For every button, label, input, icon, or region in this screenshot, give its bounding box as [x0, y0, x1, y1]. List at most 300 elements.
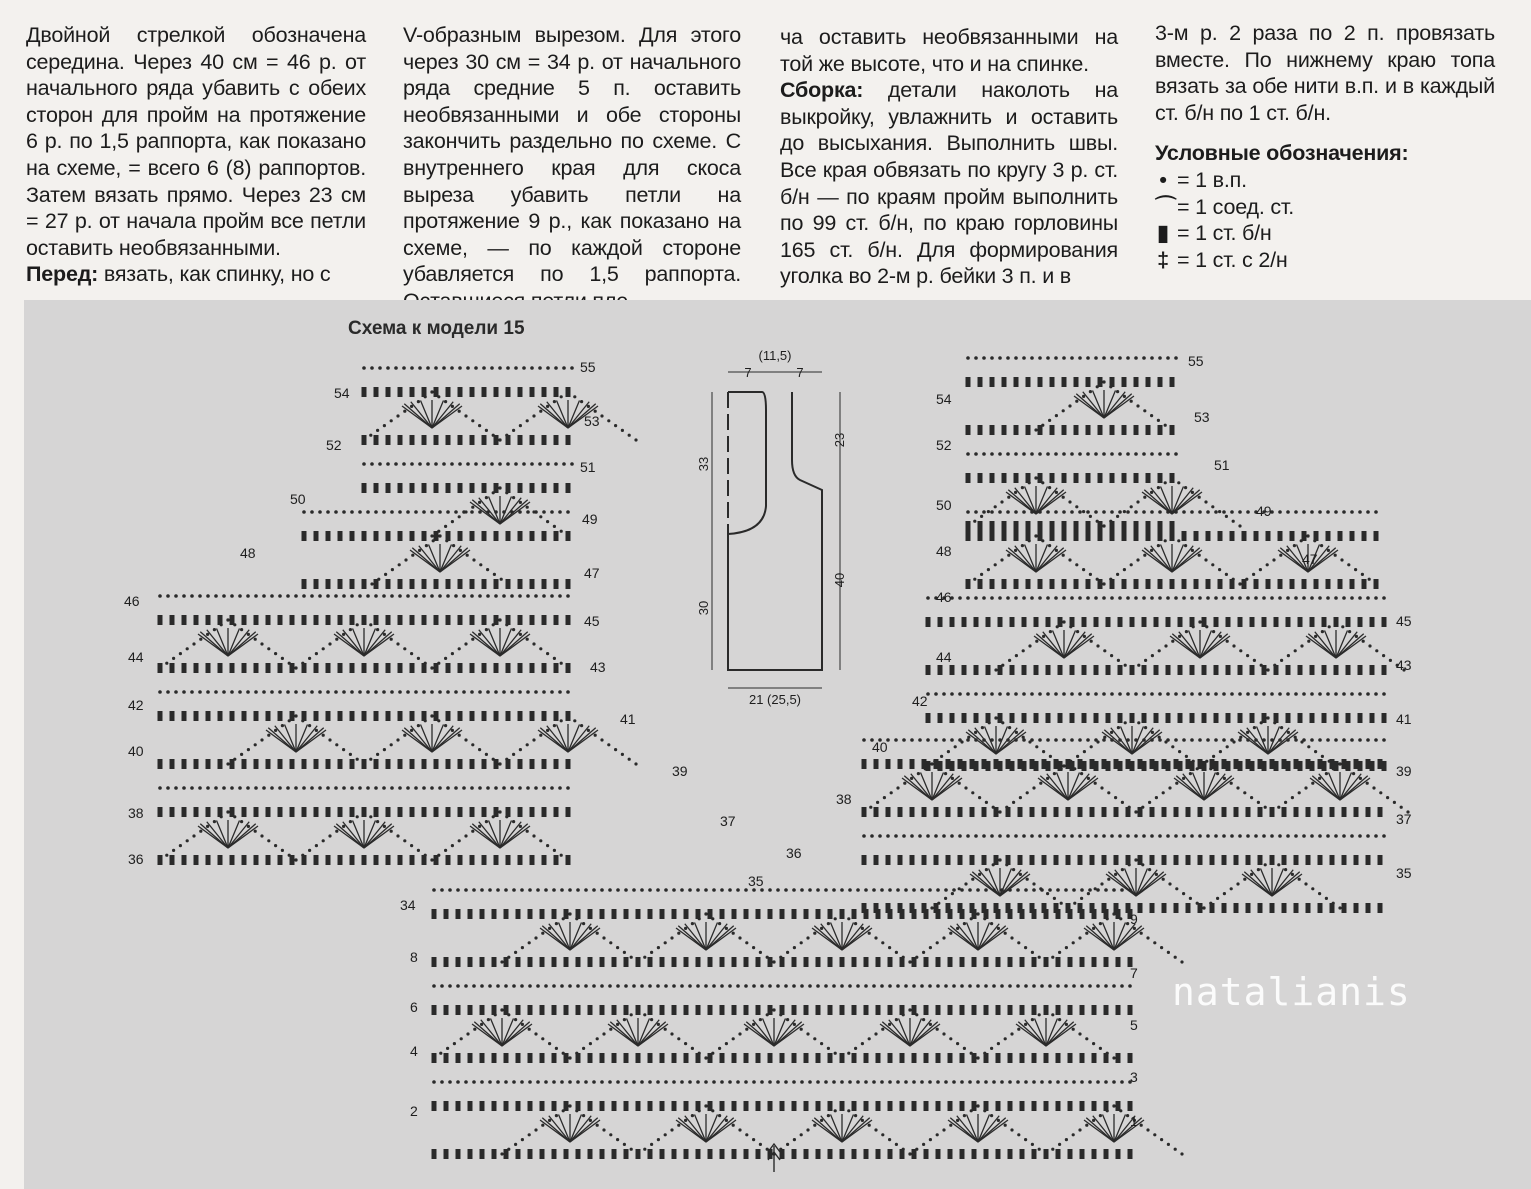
chain-stitch	[881, 1133, 884, 1136]
sc-stitch	[1274, 665, 1279, 675]
chain-stitch	[500, 960, 503, 963]
paragraph-text: Двойной стрелкой обозначена середина. Через 40 см = 46 р. от начального ряда убавить с обеих сторон для пройм на протяжение 6 р. по 1,5 раппорта, как показано на схеме, = всего 6 (8) раппортов. Затем вязать прямо. Через 23 см = 27 р. от начала пройм все петли оставить необвязанными.	[26, 23, 366, 260]
chain-stitch	[982, 596, 986, 600]
chain-stitch	[1254, 834, 1258, 838]
chain-stitch	[1162, 878, 1165, 881]
sc-stitch	[422, 615, 427, 625]
dimension-label: 7	[744, 365, 752, 380]
sc-stitch	[948, 909, 953, 919]
chain-stitch	[930, 762, 933, 765]
chain-stitch	[566, 714, 569, 717]
sc-stitch	[456, 1005, 461, 1015]
dc-stitch	[1036, 634, 1064, 658]
chain-stitch	[448, 1080, 452, 1084]
sc-stitch	[290, 711, 295, 721]
sc-stitch	[362, 711, 367, 721]
sc-stitch	[1046, 665, 1051, 675]
text-column-4-body	[1155, 20, 1495, 126]
row-number: 46	[936, 589, 952, 605]
sc-stitch	[660, 909, 665, 919]
sc-stitch	[554, 855, 559, 865]
chain-stitch	[519, 633, 522, 636]
dimension-label: (11,5)	[758, 348, 792, 363]
legend-label: = 1 в.п.	[1177, 167, 1247, 192]
sc-stitch	[576, 957, 581, 967]
row-number: 52	[936, 437, 952, 453]
sc-stitch	[1090, 807, 1095, 817]
sc-stitch	[432, 957, 437, 967]
chain-stitch	[1086, 692, 1090, 696]
chain-stitch	[704, 1080, 708, 1084]
chain-stitch	[1112, 1104, 1115, 1107]
sc-stitch	[458, 579, 463, 589]
chain-stitch	[1150, 491, 1153, 494]
chain-stitch	[1238, 510, 1242, 514]
sc-stitch	[1190, 665, 1195, 675]
sc-stitch	[1346, 617, 1351, 627]
chain-stitch	[1252, 573, 1255, 576]
chain-stitch	[318, 690, 322, 694]
chain-stitch	[526, 506, 529, 509]
chain-stitch	[1190, 834, 1194, 838]
sc-stitch	[1134, 425, 1139, 435]
chain-stitch	[1075, 400, 1078, 403]
sc-stitch	[398, 531, 403, 541]
chain-stitch	[398, 690, 402, 694]
sc-stitch	[780, 909, 785, 919]
chain-stitch	[1038, 510, 1042, 514]
chain-stitch	[982, 356, 986, 360]
sc-stitch	[946, 759, 951, 769]
sc-stitch	[540, 909, 545, 919]
chain-stitch	[562, 462, 566, 466]
chain-stitch	[1024, 1080, 1028, 1084]
chain-stitch	[880, 984, 884, 988]
chain-stitch	[480, 1080, 484, 1084]
chain-stitch	[1110, 692, 1114, 696]
chain-stitch	[1078, 596, 1082, 600]
chain-stitch	[760, 1080, 764, 1084]
sc-stitch	[910, 855, 915, 865]
sc-stitch	[230, 855, 235, 865]
sc-stitch	[792, 1101, 797, 1111]
sc-stitch	[1058, 665, 1063, 675]
chain-stitch	[1174, 692, 1178, 696]
sc-stitch	[994, 807, 999, 817]
chain-stitch	[1158, 452, 1162, 456]
chain-stitch	[1072, 1133, 1075, 1136]
chain-stitch	[1314, 750, 1317, 753]
chain-stitch	[1058, 1018, 1061, 1021]
chain-stitch	[1104, 1080, 1108, 1084]
chain-stitch	[1278, 692, 1282, 696]
chain-stitch	[664, 1028, 667, 1031]
chain-stitch	[643, 1013, 646, 1016]
chain-stitch	[1038, 356, 1042, 360]
chain-stitch	[439, 1052, 442, 1055]
chain-stitch	[994, 563, 997, 566]
sc-stitch	[566, 531, 571, 541]
chain-stitch	[1034, 476, 1037, 479]
chain-stitch	[1294, 738, 1298, 742]
chain-stitch	[1182, 834, 1186, 838]
sc-stitch	[1198, 903, 1203, 913]
chain-stitch	[1038, 834, 1042, 838]
chain-stitch	[165, 854, 168, 857]
chain-stitch	[1070, 834, 1074, 838]
sc-stitch	[1078, 855, 1083, 865]
sc-stitch	[552, 1005, 557, 1015]
sc-stitch	[974, 713, 979, 723]
chain-stitch	[1070, 452, 1074, 456]
chain-stitch	[456, 1080, 460, 1084]
sc-stitch	[804, 1101, 809, 1111]
sc-stitch	[1110, 425, 1115, 435]
chain-stitch	[998, 510, 1002, 514]
chain-stitch	[1382, 596, 1386, 600]
chain-stitch	[548, 1119, 551, 1122]
chain-stitch	[1218, 568, 1221, 571]
chain-stitch	[793, 1023, 796, 1026]
sc-stitch	[648, 1005, 653, 1015]
sc-stitch	[1262, 617, 1267, 627]
sc-stitch	[1182, 531, 1187, 541]
chain-stitch	[650, 1143, 653, 1146]
chain-stitch	[904, 888, 908, 892]
chain-stitch	[1128, 888, 1132, 892]
sc-stitch	[962, 713, 967, 723]
sc-stitch	[494, 711, 499, 721]
sc-stitch	[1286, 713, 1291, 723]
sc-stitch	[1114, 855, 1119, 865]
chain-stitch	[1060, 767, 1063, 770]
chain-stitch	[478, 786, 482, 790]
chain-stitch	[369, 815, 372, 818]
sc-stitch	[410, 435, 415, 445]
chain-stitch	[956, 927, 959, 930]
sc-stitch	[1286, 665, 1291, 675]
chain-stitch	[1134, 692, 1138, 696]
chain-stitch	[1191, 549, 1194, 552]
chain-stitch	[712, 984, 716, 988]
chain-stitch	[454, 594, 458, 598]
sc-stitch	[1046, 617, 1051, 627]
sc-stitch	[720, 1053, 725, 1063]
sc-stitch	[1056, 1053, 1061, 1063]
chain-stitch	[990, 356, 994, 360]
sc-stitch	[1278, 579, 1283, 589]
sc-stitch	[314, 711, 319, 721]
sc-stitch	[864, 1101, 869, 1111]
chain-stitch	[437, 395, 440, 398]
chain-stitch	[302, 786, 306, 790]
chain-stitch	[1350, 596, 1354, 600]
sc-stitch	[948, 1005, 953, 1015]
chain-stitch	[1272, 558, 1275, 561]
chain-stitch	[600, 738, 603, 741]
row-number: 53	[1194, 409, 1210, 425]
sc-stitch	[554, 711, 559, 721]
chain-stitch	[1198, 554, 1201, 557]
chain-stitch	[670, 936, 673, 939]
sc-stitch	[732, 1101, 737, 1111]
chain-stitch	[1062, 409, 1065, 412]
chain-stitch	[458, 734, 461, 737]
chain-stitch	[568, 912, 571, 915]
sc-stitch	[266, 807, 271, 817]
chain-stitch	[281, 724, 284, 727]
sc-stitch	[1366, 903, 1371, 913]
chain-stitch	[896, 786, 899, 789]
chain-stitch	[1030, 834, 1034, 838]
chain-stitch	[356, 758, 359, 761]
sc-stitch	[1050, 521, 1055, 531]
chain-stitch	[928, 1080, 932, 1084]
chain-stitch	[1157, 544, 1160, 547]
chain-stitch	[526, 690, 530, 694]
chain-stitch	[1089, 573, 1092, 576]
chain-stitch	[994, 716, 997, 719]
chain-stitch	[1106, 1109, 1109, 1112]
sc-stitch	[1098, 531, 1103, 541]
sc-stitch	[1294, 903, 1299, 913]
chain-stitch	[984, 888, 988, 892]
chain-stitch	[1190, 510, 1194, 514]
chain-stitch	[1134, 596, 1138, 600]
sc-stitch	[1362, 579, 1367, 589]
sc-stitch	[684, 1149, 689, 1159]
sc-stitch	[1258, 759, 1263, 769]
chain-stitch	[1016, 1080, 1020, 1084]
sc-stitch	[1242, 579, 1247, 589]
sc-stitch	[432, 909, 437, 919]
chain-stitch	[1073, 902, 1076, 905]
chain-stitch	[856, 888, 860, 892]
chain-stitch	[286, 594, 290, 598]
sc-stitch	[876, 1005, 881, 1015]
chain-stitch	[1158, 510, 1162, 514]
sc-stitch	[1110, 579, 1115, 589]
sc-stitch	[194, 807, 199, 817]
chain-stitch	[1062, 554, 1065, 557]
sc-stitch	[518, 531, 523, 541]
chain-stitch	[172, 849, 175, 852]
sc-stitch	[1282, 807, 1287, 817]
chain-stitch	[1060, 902, 1063, 905]
sc-stitch	[1138, 807, 1143, 817]
chain-stitch	[550, 786, 554, 790]
chain-stitch	[888, 1138, 891, 1141]
chain-stitch	[966, 692, 970, 696]
chain-stitch	[1017, 941, 1020, 944]
chain-stitch	[270, 690, 274, 694]
sc-stitch	[230, 759, 235, 769]
chain-stitch	[342, 786, 346, 790]
chain-stitch	[1148, 868, 1151, 871]
sc-stitch	[504, 1101, 509, 1111]
sc-stitch	[624, 957, 629, 967]
sc-stitch	[458, 855, 463, 865]
sc-stitch	[1002, 425, 1007, 435]
chain-stitch	[1284, 868, 1287, 871]
sc-stitch	[900, 1053, 905, 1063]
chain-stitch	[956, 1119, 959, 1122]
sc-stitch	[792, 909, 797, 919]
chain-stitch	[470, 594, 474, 598]
sc-stitch	[254, 759, 259, 769]
chain-stitch	[1102, 452, 1106, 456]
row-number: 2	[410, 1103, 418, 1119]
chain-stitch	[786, 1018, 789, 1021]
chain-stitch	[528, 1028, 531, 1031]
chain-stitch	[1014, 692, 1018, 696]
chain-stitch	[240, 820, 243, 823]
sc-stitch	[1158, 425, 1163, 435]
sc-stitch	[564, 1053, 569, 1063]
sc-stitch	[314, 855, 319, 865]
row-number: 9	[1130, 911, 1138, 927]
sc-stitch	[1194, 579, 1199, 589]
chain-stitch	[904, 1080, 908, 1084]
sc-stitch	[588, 1101, 593, 1111]
chain-stitch	[657, 946, 660, 949]
sc-stitch	[1210, 903, 1215, 913]
sc-stitch	[1258, 807, 1263, 817]
sc-stitch	[950, 617, 955, 627]
chain-stitch	[806, 1032, 809, 1035]
chain-stitch	[786, 951, 789, 954]
chain-stitch	[1236, 786, 1239, 789]
chain-stitch	[912, 1080, 916, 1084]
chain-stitch	[808, 888, 812, 892]
chain-stitch	[1166, 510, 1170, 514]
chain-stitch	[1264, 863, 1267, 866]
chain-stitch	[1298, 878, 1301, 881]
sc-stitch	[326, 579, 331, 589]
chain-stitch	[1214, 510, 1218, 514]
chain-stitch	[382, 690, 386, 694]
dc-stitch	[1086, 1118, 1114, 1142]
sc-stitch	[1044, 1053, 1049, 1063]
sc-stitch	[554, 483, 559, 493]
chain-stitch	[390, 638, 393, 641]
sc-stitch	[518, 615, 523, 625]
sc-stitch	[446, 615, 451, 625]
chain-stitch	[1102, 692, 1106, 696]
sc-stitch	[816, 1053, 821, 1063]
chain-stitch	[1134, 738, 1138, 742]
chain-stitch	[971, 791, 974, 794]
chain-stitch	[554, 366, 558, 370]
chain-stitch	[486, 786, 490, 790]
chain-stitch	[582, 922, 585, 925]
sc-stitch	[338, 615, 343, 625]
chain-stitch	[1204, 558, 1207, 561]
chain-stitch	[1318, 834, 1322, 838]
chain-stitch	[1094, 834, 1098, 838]
chain-stitch	[1049, 630, 1052, 633]
sc-stitch	[468, 1149, 473, 1159]
chain-stitch	[664, 1133, 667, 1136]
sc-stitch	[852, 957, 857, 967]
chain-stitch	[1134, 452, 1138, 456]
chain-stitch	[936, 1028, 939, 1031]
sc-stitch	[470, 615, 475, 625]
chain-stitch	[1078, 1128, 1081, 1131]
sc-stitch	[386, 435, 391, 445]
chain-stitch	[1106, 917, 1109, 920]
chain-stitch	[1284, 801, 1287, 804]
dimension-label: 30	[696, 600, 711, 616]
sc-stitch	[554, 759, 559, 769]
dc-stitch	[968, 730, 996, 754]
chain-stitch	[1219, 750, 1222, 753]
chain-stitch	[1008, 726, 1011, 729]
sc-stitch	[1282, 903, 1287, 913]
sc-stitch	[1178, 617, 1183, 627]
chain-stitch	[720, 1080, 724, 1084]
sc-stitch	[278, 807, 283, 817]
chain-stitch	[1222, 834, 1226, 838]
chain-stitch	[978, 796, 981, 799]
chain-stitch	[1134, 810, 1137, 813]
chain-stitch	[881, 1028, 884, 1031]
sc-stitch	[566, 615, 571, 625]
sc-stitch	[978, 377, 983, 387]
chain-stitch	[1034, 428, 1037, 431]
chain-stitch	[1022, 692, 1026, 696]
sc-stitch	[1098, 521, 1103, 531]
chain-stitch	[738, 1032, 741, 1035]
sc-stitch	[780, 1101, 785, 1111]
chain-stitch	[230, 690, 234, 694]
sc-stitch	[1330, 807, 1335, 817]
chain-stitch	[958, 834, 962, 838]
sc-stitch	[898, 855, 903, 865]
chain-stitch	[466, 554, 469, 557]
sc-stitch	[1306, 759, 1311, 769]
sc-stitch	[636, 957, 641, 967]
chain-stitch	[1246, 596, 1250, 600]
chain-stitch	[374, 786, 378, 790]
dc-stitch	[472, 824, 500, 848]
sc-stitch	[374, 387, 379, 397]
chain-stitch	[378, 366, 382, 370]
sc-stitch	[434, 759, 439, 769]
chain-stitch	[584, 984, 588, 988]
sc-stitch	[1142, 617, 1147, 627]
sc-stitch	[912, 957, 917, 967]
sc-stitch	[398, 435, 403, 445]
chain-stitch	[1031, 1143, 1034, 1146]
chain-stitch	[198, 786, 202, 790]
sc-stitch	[482, 711, 487, 721]
chain-stitch	[1054, 738, 1058, 742]
sc-stitch	[1050, 531, 1055, 541]
sc-stitch	[1118, 617, 1123, 627]
chain-stitch	[608, 1080, 612, 1084]
chain-stitch	[628, 434, 631, 437]
chain-stitch	[990, 692, 994, 696]
dc-stitch	[268, 728, 296, 752]
row-number: 37	[720, 813, 736, 829]
chain-stitch	[963, 922, 966, 925]
chain-stitch	[260, 738, 263, 741]
chain-stitch	[1107, 791, 1110, 794]
row-number: 42	[128, 697, 144, 713]
chain-stitch	[518, 594, 522, 598]
sc-stitch	[958, 807, 963, 817]
